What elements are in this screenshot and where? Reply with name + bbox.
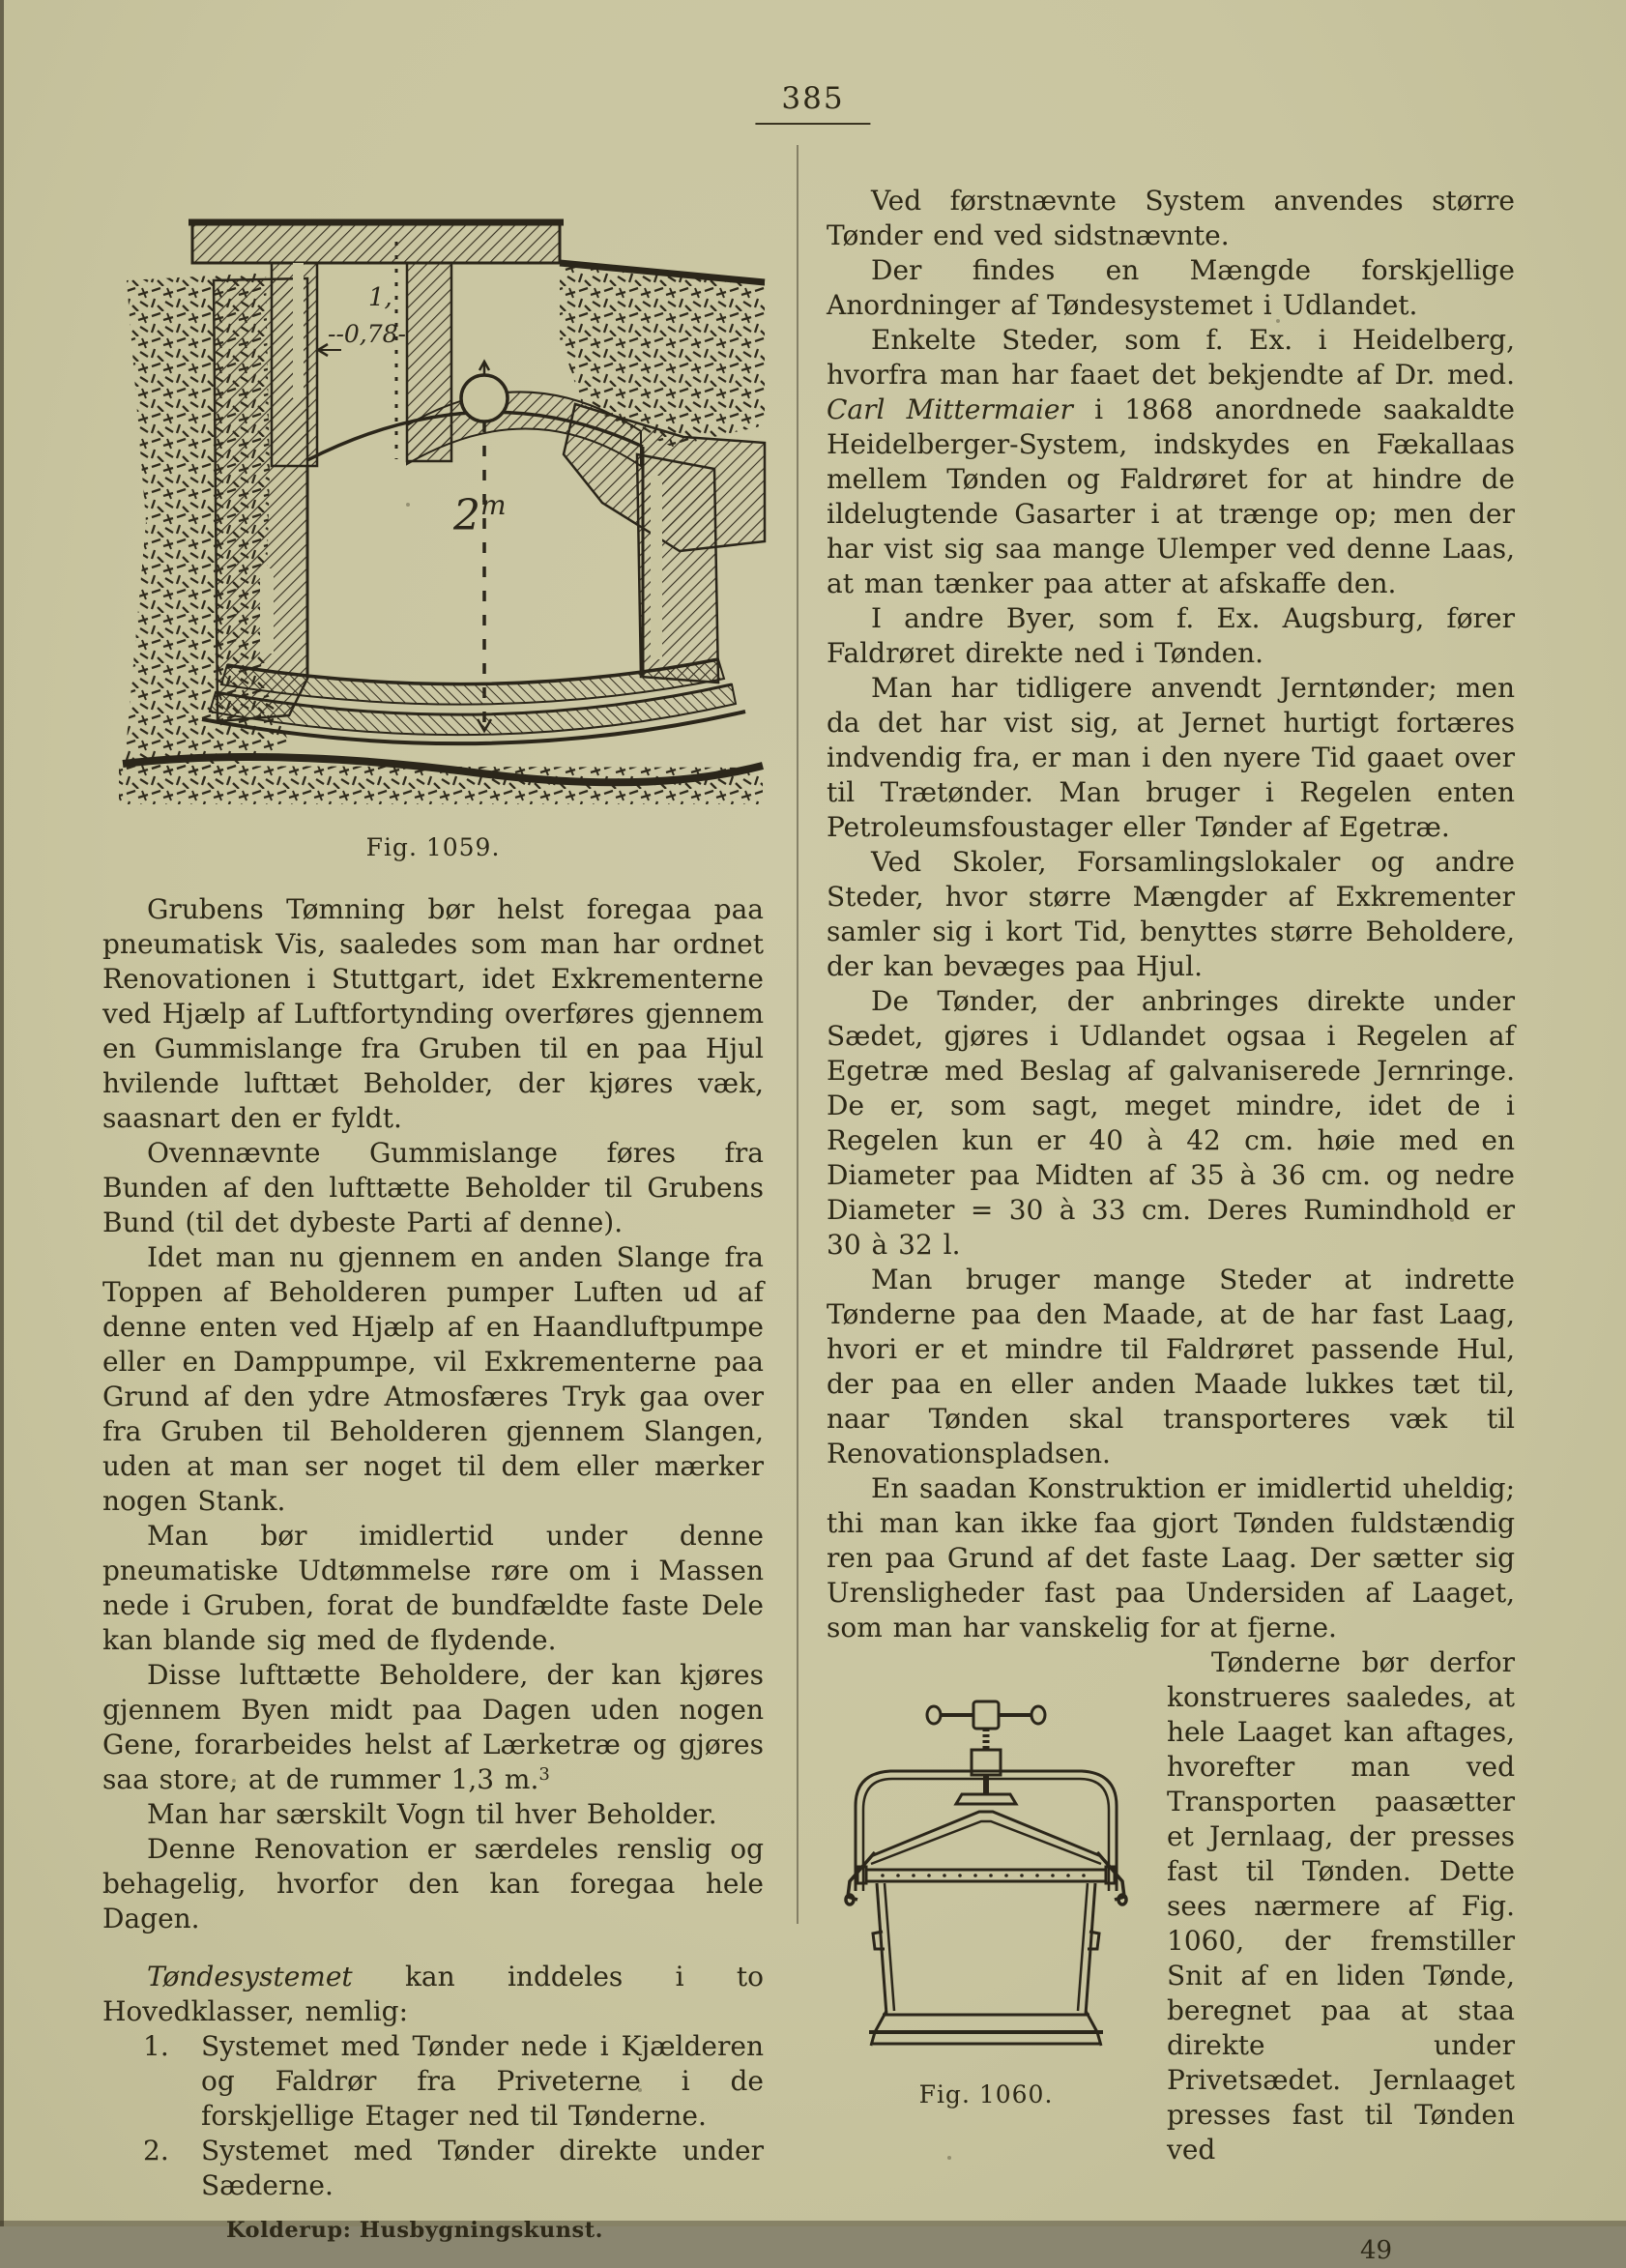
- figure-1060: [827, 1690, 1146, 2233]
- page-number-underline: 385: [755, 81, 870, 125]
- fig-1059-caption: Fig. 1059.: [365, 833, 501, 861]
- paragraph: En saadan Konstruktion er imidlertid uheldig; thi man kan ikke faa gjort Tønden fuldstændig ren paa Grund af det faste Laag. Der sætter sig Urensligheder fast paa Undersiden af Laaget, som man har vanskelig for at fjerne.: [827, 1472, 1515, 1643]
- list-number: 1.: [143, 2030, 169, 2062]
- paragraph: Der findes en Mængde forskjellige Anordninger af Tøndesystemet i Udlandet.: [827, 254, 1515, 321]
- lid-rivets: [881, 1874, 1086, 1877]
- paragraph: [827, 323, 1515, 601]
- dim-height-label: 2$^m$: [453, 489, 507, 540]
- list-text: Systemet med Tønder nede i Kjælderen og Faldrør fra Priveterne i de forskjellige Etager ned til Tønderne.: [201, 2030, 764, 2132]
- list-item: [102, 2029, 764, 2134]
- paragraph-text: kan inddeles i to Hovedklasser, nemlig:: [102, 1961, 764, 2027]
- paragraph: Idet man nu gjennem en anden Slange fra Toppen af Beholderen pumper Luften ud af denne enten ved Hjælp af en Haandluftpumpe eller en Damppumpe, vil Exkrementerne paa Grund af den ydre Atmosfæres Tryk gaa over fra Gruben til Beholderen gjennem Slangen, uden at man ser noget til dem eller mærker nogen Stank.: [102, 1241, 764, 1517]
- fig-1060-caption: Fig. 1060.: [918, 2080, 1054, 2108]
- italic-lead: Tøndesystemet: [147, 1961, 353, 1992]
- paragraph: Man har tidligere anvendt Jerntønder; men da det har vist sig, at Jernet hurtigt fortæres indvendig fra, er man i den nyere Tid gaaet over til Trætønder. Man bruger i Regelen enten Petroleumsfoustager eller Tønder af Egetræ.: [827, 672, 1515, 843]
- column-divider: [797, 145, 798, 1924]
- figure-1059: [100, 135, 767, 821]
- pipe-section-circle: [461, 362, 508, 422]
- paragraph-text: Enkelte Steder, som f. Ex. i Heidelberg, hvorfra man har faaet det bekjendte af Dr. med.: [827, 324, 1515, 391]
- barrel-lid: [857, 1812, 1115, 1883]
- left-column: [102, 135, 764, 2248]
- paragraph: I andre Byer, som f. Ex. Augsburg, fører Faldrøret direkte ned i Tønden.: [827, 602, 1515, 669]
- list-item: [102, 2134, 764, 2203]
- paragraph: Man bruger mange Steder at indrette Tønderne paa den Maade, at de har fast Laag, hvori er et mindre til Faldrøret passende Hul, der paa en eller anden Maade lukkes tæt til, naar Tønden skal transporteres væk til Renovationspladsen.: [827, 1264, 1515, 1469]
- paragraph: Man har særskilt Vogn til hver Beholder.: [147, 1798, 717, 1830]
- paragraph: Man bør imidlertid under denne pneumatiske Udtømmelse røre om i Massen nede i Gruben, forat de bundfældte faste Dele kan blande sig med de flydende.: [102, 1520, 764, 1656]
- paragraph-text: Disse lufttætte Beholdere, der kan kjøres gjennem Byen midt paa Dagen uden nogen Gene, forarbeides helst af Lærketræ og gjøres saa store, at de rummer 1,3 m.: [102, 1659, 764, 1795]
- screw-clamp: [927, 1701, 1045, 1804]
- list-number: 2.: [143, 2135, 169, 2166]
- paragraph: Grubens Tømning bør helst foregaa paa pneumatisk Vis, saaledes som man har ordnet Renovationen i Stuttgart, idet Exkrementerne ved Hjælp af Luftfortynding overføres gjennem en Gummislange fra Gruben til en paa Hjul hvilende lufttæt Beholder, der kjøres væk, saasnart den er fyldt.: [102, 893, 764, 1134]
- dim-width-label: --0,78-: [328, 320, 407, 348]
- paragraph: De Tønder, der anbringes direkte under Sædet, gjøres i Udlandet ogsaa i Regelen af Egetræ med Beslag af galvaniserede Jernringe. De er, som sagt, meget mindre, idet de i Regelen kun er 40 à 42 cm. høie med en Diameter paa Midten af 35 à 36 cm. og nedre Diameter = 30 à 33 cm. Deres Rumindhold er 30 à 32 l.: [827, 985, 1515, 1261]
- paragraph: Tønderne bør derfor konstrueres saaledes, at hele Laaget kan aftages, hvorefter man ved Transporten paasætter et Jernlaag, der presses fast til Tønden. Dette sees nærmere af Fig. 1060, der fremstiller Snit af en liden Tønde, beregnet paa at staa direkte under Privetsædet. Jernlaaget presses fast til Tønden ved: [1167, 1646, 1515, 2166]
- paragraph: Ovennævnte Gummislange føres fra Bunden af den lufttætte Beholder til Grubens Bund (til det dybeste Parti af denne).: [102, 1137, 764, 1238]
- barrel-body: [873, 1883, 1099, 2015]
- paragraph: Ved Skoler, Forsamlingslokaler og andre Steder, hvor større Mængder af Exkrementer samler sig i kort Tid, benyttes større Beholdere, der kan bevæges paa Hjul.: [827, 846, 1515, 982]
- fig-1060-drawing: [827, 1690, 1146, 2057]
- barrel-bottom: [869, 2011, 1103, 2046]
- side-hooks: [846, 1852, 1126, 1905]
- paragraph: Denne Renovation er særdeles renslig og behagelig, hvorfor den kan foregaa hele Dagen.: [102, 1833, 764, 1934]
- paragraph: [102, 1658, 764, 1797]
- page-number-bottom: 49: [1360, 2236, 1393, 2265]
- page-number: [755, 81, 870, 125]
- superscript: 3: [538, 1764, 550, 1785]
- paragraph-text: i 1868 anordnede saakaldte Heidelberger-System, indskydes en Fækallaas mellem Tønden og Faldrøret for at hindre de ildelugtende Gasarter i at trænge op; men der har vist sig saa mange Ulemper ved denne Laas, at man tænker paa atter at afskaffe den.: [827, 393, 1515, 599]
- paragraph: [102, 1960, 764, 2029]
- dimension-lines: [318, 242, 491, 731]
- list-text: Systemet med Tønder direkte under Sæderne.: [201, 2135, 764, 2201]
- paper-edge-left: [0, 0, 4, 2226]
- right-column: [827, 184, 1515, 2268]
- paragraph: Ved førstnævnte System anvendes større Tønder end ved sidstnævnte.: [827, 185, 1515, 251]
- fig-1059-drawing: [100, 135, 767, 812]
- dim-upper-label: 1,: [368, 283, 392, 312]
- book-footer: Kolderup: Husbygningskunst.: [226, 2218, 603, 2243]
- italic-name: Carl Mittermaier: [827, 393, 1073, 425]
